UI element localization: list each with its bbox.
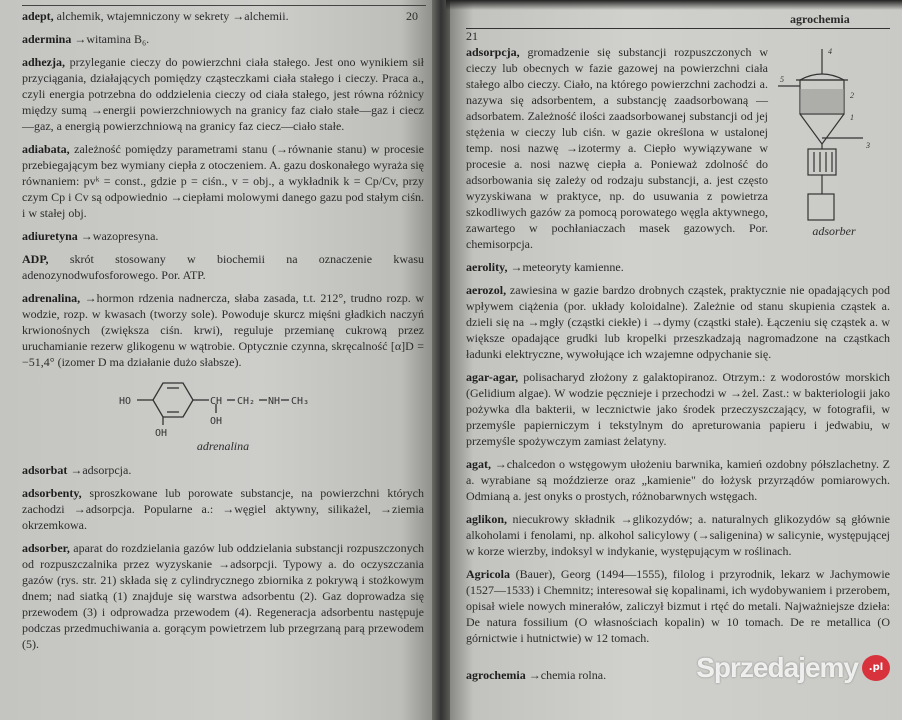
entry-adsorbenty: adsorbenty, sproszkowane lub porowate substancje, na powierzchni których zachodzi →adsorpcja. Popularne a.: →węgiel aktywny, silikażel, →ziemia okrzemkowa. [22, 486, 424, 532]
entry-aglikon: aglikon, niecukrowy składnik →glikozydów; a. naturalnych glikozydów są głównie alkoholami i fenolami, np. alkohol salicylowy (→saligenina) w salicynie, występującej w korze wierzby, indoksyl w indykanie, występującym w roślinach. [466, 512, 890, 558]
entry-adp: ADP, skrót stosowany w biochemii na oznaczenie kwasu adenozynodwufosforowego. Por. ATP. [22, 252, 424, 282]
running-head: agrochemia [790, 12, 850, 26]
watermark-badge: .pl [862, 655, 890, 681]
watermark [696, 653, 890, 683]
figure-caption-adsorber: adsorber [812, 224, 856, 238]
label-oh-ring: OH [155, 428, 168, 439]
adsorber-diagram [778, 44, 878, 224]
entry-adiuretyna: adiuretyna →wazopresyna. [22, 229, 159, 243]
diagram-label-1: 1 [850, 113, 854, 122]
entry-adsorber: adsorber, aparat do rozdzielania gazów lub oddzielania substancji rozpuszczonych od rozpuszczalnika przez wyzyskanie →adsorpcji. Typowy a. do oczyszczania gazów (rys. str. 21) składa się z cylindrycznego zbiornika z pokrywą i stożkowym dnem; nad siatką (1) znajduje się warstwa adsorbentu (2). Gaz doprowadza się przewodem (3) i odprowadza przewodem (4). Regeneracja adsorbentu następuje podczas przedmuchiwania a. gorącym powietrzem lub przegrzaną parą przewodem (5). [22, 541, 424, 651]
right-page-column [466, 44, 890, 683]
diagram-label-4: 4 [828, 47, 832, 56]
entry-aerozol: aerozol, zawiesina w gazie bardzo drobnych cząstek, praktycznie nie opadających pod wpływem ciążenia (por. układy koloidalne). Zależnie od stanu skupienia cząstek a. dzieli się na →mgły (cząstki ciekłe) i →dymy (cząstki stałe). Łączeniu się cząstek a. w większe opadające grudki lub kropelki przeszkadzają nagromadzone na cząstkach ładunki elektryczne, wywołujące ich wzajemne odpychanie się. [466, 283, 890, 361]
diagram-label-2: 2 [850, 91, 854, 100]
header-rule-left [22, 5, 426, 6]
entry-adsorbat: adsorbat →adsorpcja. [22, 463, 132, 477]
book-gutter [432, 0, 450, 720]
page-edge-shadow [446, 0, 902, 10]
entry-adermina: adermina →witamina B₆. [22, 32, 150, 46]
label-ch: CH [210, 396, 223, 407]
watermark-logo: Sprzedajemy [696, 652, 858, 683]
adrenalin-figure [22, 377, 424, 454]
diagram-label-5: 5 [780, 75, 784, 84]
adsorber-figure [778, 44, 890, 239]
entry-agrochemia: agrochemia →chemia rolna. [466, 668, 607, 682]
entry-aerolity: aerolity, →meteoryty kamienne. [466, 260, 624, 274]
label-ch3: CH₃ [291, 396, 310, 407]
label-ho: HO [119, 396, 132, 407]
entry-adiabata: adiabata, zależność pomiędzy parametrami stanu (→równanie stanu) w procesie przebiegającym bez wymiany ciepła z otoczeniem. A. gazu doskonałego wyraża się równaniem: pvᵏ = const., gdzie p = ciśn., v = obj., a wykładnik k = Cp/Cv, przy czym Cp i Cv są odpowiednio →ciepłami molowymi danego gazu pod stałym ciśn. i w stałej obj. [22, 142, 424, 220]
entry-adsorpcja: adsorpcja, gromadzenie się substancji rozpuszczonych w cieczy lub obecnych w fazie gazowej na powierzchni ciała stałego albo cieczy. Ciało, na którego powierzchni zachodzi a. nazywa się adsorbentem, a substancję zaadsorbowaną — adsorbatem. Zależność ilości zaadsorbowanej substancji od jej stężenia w cieczy lub ciśn. w gazie określona w ustalonej temp. nosi nazwę →izotermy a. Ciepło wywiązywane w procesie a. nosi nazwę ciepła a. Ponieważ zdolność do adsorbowania się zależy od rodzaju substancji, a. jest często wyzyskiwana w praktyce, np. do usuwania z powietrza szkodliwych gazów za pomocą porowatego węgla aktywnego, zawartego w pochłaniaczach masek gazowych. Por. chemisorpcja. [466, 45, 768, 251]
entry-agar-agar: agar-agar, polisacharyd złożony z galaktopiranoz. Otrzym.: z wodorostów morskich (Gelidium algae). W wodzie pęcznieje i przechodzi w →żel. Zast.: w bakteriologii jako pożywka dla bakterii, w lecznictwie jako środek przeczyszczający, w fotografii, w przemyśle papierniczym i tekstylnym do apreturowania papieru i jedwabiu, w przemyśle spożywczym zamiast żelatyny. [466, 370, 890, 448]
page-number-left: 20 [406, 9, 418, 23]
adrenalin-structure-diagram [113, 377, 333, 439]
label-oh-side: OH [210, 416, 223, 427]
entry-agat: agat, →chalcedon o wstęgowym ułożeniu barwnika, kamień ozdobny półszlachetny. Z a. wyrabiane są moździerze oraz „kamienie" do łożysk przyrządów pomiarowych. Odmianą a. jest onyks o prostych, różnobarwnych wstęgach. [466, 457, 890, 503]
header-rule-right [466, 28, 890, 29]
page-number-right: 21 [466, 29, 478, 43]
entry-adrenalina: adrenalina, →hormon rdzenia nadnercza, słaba zasada, t.t. 212°, trudno rozp. w wodzie, rozp. w kwasach (tworzy sole). Powoduje skurcz mięśni gładkich naczyń krwionośnych (zwiększa ciśn. krwi), reguluje przemianę cukrową przez uruchamianie rezerw glikogenu w wątrobie. Optycznie czynna, skręcalność [α]D = −51,4° (izomer D ma działanie dużo słabsze). [22, 291, 424, 369]
entry-adept: adept, alchemik, wtajemniczony w sekrety →alchemii. [22, 9, 289, 23]
entry-adhezja: adhezja, przyleganie cieczy do powierzchni ciała stałego. Jest ono wynikiem sił przyciągania, działających pomiędzy cząsteczkami ciała stałego i cieczy. Praca a., czyli energia potrzebna do oddzielenia cieczy od ciała stałego, jest równa różnicy między sumą →energii powierzchniowych na granicy faz ciało stałe—gaz i ciecz—gaz, a energią powierzchniową na granicy faz ciecz—ciało stałe. [22, 55, 424, 133]
left-page-column [22, 8, 424, 659]
label-ch2: CH₂ [237, 396, 256, 407]
last-row [466, 653, 890, 683]
entry-agricola: Agricola (Bauer), Georg (1494—1555), filolog i przyrodnik, lekarz w Jachymowie (1527—1533) i Chemnitz; interesował się kopalinami, ich wydobywaniem i przerobem, opisał wiele nowych minerałów, zaliczył bizmut i rtęć do metali. Najważniejsze dzieła: De natura fossilium (O własnościach kopalin) w 10 tomach. De re metallica (O górnictwie i hutnictwie) w 12 tomach. [466, 567, 890, 645]
label-nh: NH [268, 396, 281, 407]
diagram-label-3: 3 [866, 141, 870, 150]
figure-caption-adrenalina: adrenalina [196, 439, 250, 453]
